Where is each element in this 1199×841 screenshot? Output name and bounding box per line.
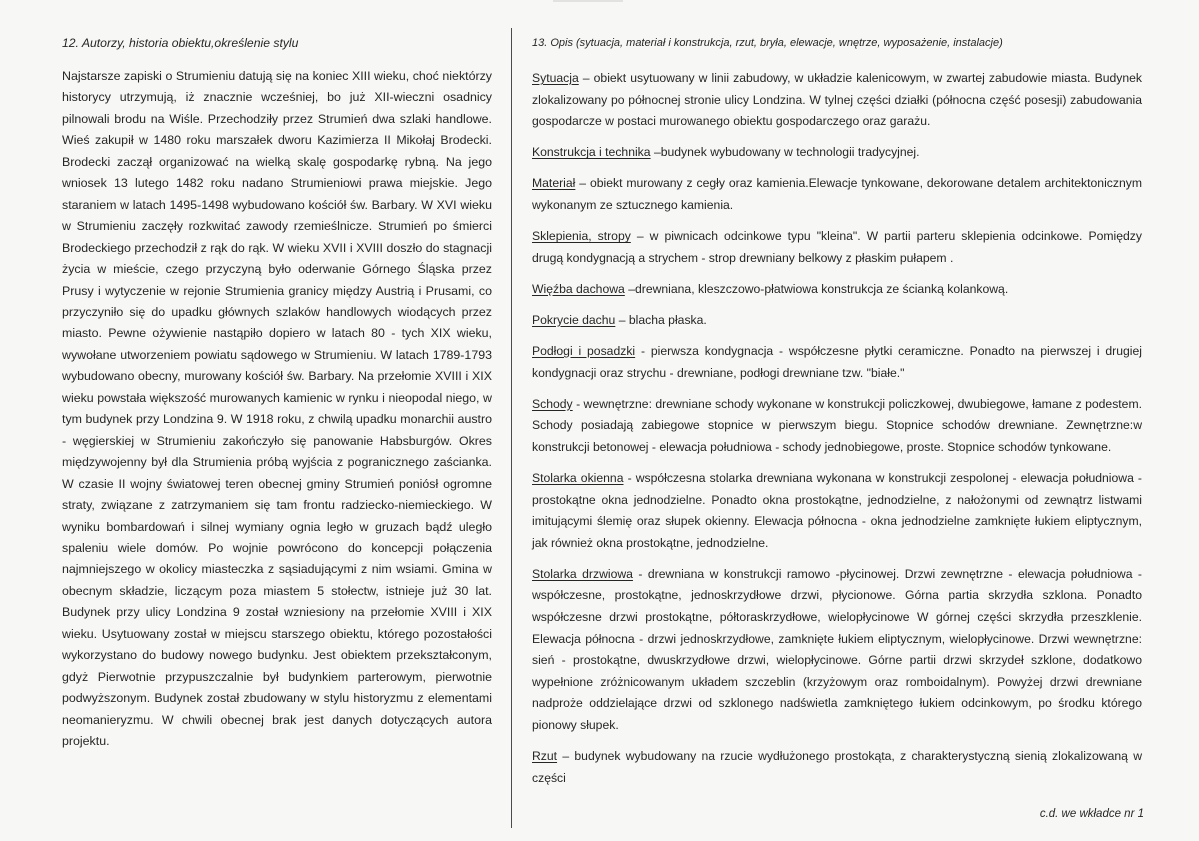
desc-sytuacja xyxy=(532,68,1142,133)
desc-pokrycie xyxy=(532,310,1142,332)
term-text: – obiekt murowany z cegły oraz kamienia.Elewacje tynkowane, dekorowane detalem architektonicznym wykonanym ze sztucznego kamienia. xyxy=(532,176,1142,212)
term-text: – blacha płaska. xyxy=(615,312,707,327)
desc-sklepienia xyxy=(532,226,1142,269)
term-label: Konstrukcja i technika xyxy=(532,145,651,160)
term-text: –budynek wybudowany w technologii tradycyjnej. xyxy=(650,145,920,160)
term-text: - drewniana w konstrukcji ramowo -płycinowej. Drzwi zewnętrzne - elewacja południowa - współczesne, prostokątne, jednoskrzydłowe drzwi, płycionowe. Górna partia skrzydła szklona. Ponadto współczesne drzwi prostokątne, półtoraskrzydłowe, wielopłycinowe W górnej części skrzydła przeszklenie. Elewacja północna - drzwi jednoskrzydłowe, zamknięte łukiem eliptycznym, wielopłycinowe. Drzwi wewnętrzne: sień - prostokątne, dwuskrzydłowe drzwi, wielopłycinowe. Górne partii drzwi skrzydeł szklone, dodatkowo wypełnione zróżnicowanym układem szczeblin (krzyżowym oraz romboidalnym). Powyżej drzwi drewniane nadproże oddzielające drzwi od szklonego nadświetla zamkniętego łukiem odcinkowym, po środku którego pionowy słupek. xyxy=(532,566,1142,732)
term-text: - wewnętrzne: drewniane schody wykonane w konstrukcji policzkowej, dwubiegowe, łamane z podestem. Schody posiadają zabiegowe stopnice w pierwszym biegu. Stopnice schodów drewniane. Zewnętrzne:w konstrukcji betonowej - elewacja południowa - schody jednobiegowe, proste. Stopnice schodów tynkowane. xyxy=(532,396,1142,454)
section-13-heading: 13. Opis (sytuacja, materiał i konstrukcja, rzut, bryła, elewacje, wnętrze, wyposażenie, instalacje) xyxy=(532,37,1003,49)
right-column xyxy=(532,34,1142,799)
desc-schody xyxy=(532,394,1142,459)
scan-artifact xyxy=(553,0,623,10)
term-text: – budynek wybudowany na rzucie wydłużonego prostokąta, z charakterystyczną sienią zlokalizowaną w części xyxy=(532,749,1142,785)
desc-material xyxy=(532,173,1142,216)
term-label: Stolarka drzwiowa xyxy=(532,566,633,581)
desc-stolarka-drzwiowa xyxy=(532,564,1142,737)
column-divider xyxy=(511,28,512,828)
desc-podlogi xyxy=(532,341,1142,384)
term-text: - pierwsza kondygnacja - współczesne płytki ceramiczne. Ponadto na pierwszej i drugiej kondygnacji oraz strychu - drewniane, podłogi drewniane tzw. "białe." xyxy=(532,343,1142,380)
desc-wiezba xyxy=(532,279,1142,301)
term-text: - współczesna stolarka drewniana wykonana w konstrukcji zespolonej - elewacja południowa - prostokątne okna jednodzielne. Ponadto okna prostokątne, jednodzielne, z nałożonymi od zewnątrz listwami imitującymi ślemię oraz słupek okienny. Elewacja północna - okna jednodzielne zamknięte łukiem eliptycznym, jak również okna prostokątne, jednodzielne. xyxy=(532,470,1142,550)
term-text: –drewniana, kleszczowo-płatwiowa konstrukcja ze ścianką kolankową. xyxy=(624,281,1009,296)
term-label: Podłogi i posadzki xyxy=(532,343,636,358)
term-label: Sytuacja xyxy=(532,71,579,85)
term-label: Rzut xyxy=(532,749,558,764)
term-label: Więźba dachowa xyxy=(532,281,625,296)
desc-stolarka-okienna xyxy=(532,468,1142,554)
term-text: – obiekt usytuowany w linii zabudowy, w układzie kalenicowym, w zwartej zabudowie miasta. Budynek zlokalizowany po północnej stronie ulicy Londzina. W tylnej części działki (północna część posesji) zabudowania gospodarcze w postaci murowanego obiektu gospodarczego oraz garażu. xyxy=(532,71,1142,129)
desc-rzut xyxy=(532,746,1142,789)
term-label: Sklepienia, stropy xyxy=(532,229,631,244)
term-label: Stolarka okienna xyxy=(532,470,624,485)
history-text xyxy=(62,66,492,753)
section-12-heading: 12. Autorzy, historia obiektu,określenie stylu xyxy=(62,36,299,50)
history-paragraph: Najstarsze zapiski o Strumieniu datują się na koniec XIII wieku, choć niektórzy historycy utrzymują, iż znacznie wcześniej, bo już XII-wieczni osadnicy pilnowali brodu na Wiśle. Przechodziły przez Strumień dwa szlaki handlowe. Wieś zakupił w 1480 roku marszałek dworu Kazimierza II Mikołaj Brodecki. Brodecki zaczął organizować na wielką skalę gospodarkę rybną. Na jego wniosek 13 lutego 1482 roku nadano Strumieniowi prawa miejskie. Jego staraniem w latach 1495-1498 wybudowano kościół św. Barbary. W XVI wieku w Strumieniu zaczęły rozkwitać zawody rzemieślnicze. Strumień po śmierci Brodeckiego przechodził z rąk do rąk. W wieku XVII i XVIII doszło do stagnacji życia w mieście, czego przyczyną było oderwanie Górnego Śląska przez Prusy i wytyczenie w rejonie Strumienia granicy między Austrią i Prusami, co przyczyniło się do upadku głównych szlaków handlowych wiodących przez miasto. Pewne ożywienie nastąpiło dopiero w latach 80 - tych XIX wieku, wywołane utworzeniem powiatu sądowego w Strumieniu. W latach 1789-1793 wybudowano obecny, murowany kościół św. Barbary. Na przełomie XVIII i XIX wieku powstała większość murowanych kamienic w rynku i nieopodal niego, w tym budynek przy Londzina 9. W 1918 roku, z chwilą upadku monarchii austro - węgierskiej w Strumieniu zakończyło się panowanie Habsburgów. Okres międzywojenny był dla Strumienia próbą wyjścia z pogranicznego zaścianka. W czasie II wojny światowej teren obecnej gminy Strumień poniósł ogromne straty, związane z zatrzymaniem się tam frontu radziecko-niemieckiego. W wyniku bombardowań i silnej wymiany ognia legło w gruzach bądź uległo spaleniu wiele domów. Po wojnie powrócono do koncepcji połączenia najmniejszego w okolicy miasteczka z sąsiadującymi z nim wsiami. Gmina w obecnym składzie, liczącym poza miastem 5 stołectw, istnieje już 30 lat. Budynek przy ulicy Londzina 9 został wzniesiony na przełomie XVIII i XIX wieku. Usytuowany został w miejscu starszego obiektu, którego pozostałości wykorzystano do budowy nowego budynku. Jest obiektem przekształconym, gdyż Pierwotnie przypuszczalnie był budynkiem parterowym, pierwotnie podwyższonym. Budynek został zbudowany w stylu historyzmu z elementami neomanieryzmu. W chwili obecnej brak jest danych dotyczących autora projektu. xyxy=(62,69,492,749)
term-label: Materiał xyxy=(532,176,576,191)
term-label: Schody xyxy=(532,396,573,411)
desc-konstrukcja xyxy=(532,142,1142,164)
continuation-note: c.d. we wkładce nr 1 xyxy=(1039,808,1144,820)
term-label: Pokrycie dachu xyxy=(532,312,616,327)
left-column xyxy=(62,34,492,753)
term-text: – w piwnicach odcinkowe typu "kleina". W partii parteru sklepienia odcinkowe. Pomiędzy drugą kondygnacją a strychem - strop drewniany belkowy z płaskim pułapem . xyxy=(532,229,1142,265)
